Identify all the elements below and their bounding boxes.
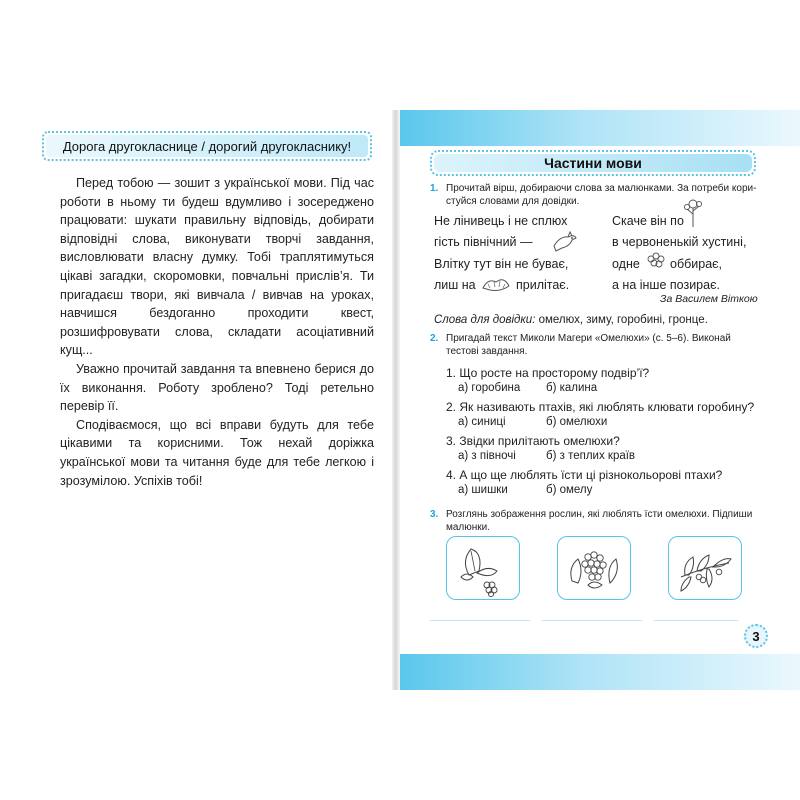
question-1-option-a[interactable]: а) горобина [458, 382, 521, 394]
mistletoe-icon [669, 537, 741, 599]
berries-icon [644, 250, 668, 272]
task-2-instruction-line-1: Пригадай текст Миколи Магери «Омелюхи» (с. 5–6). Виконай [446, 333, 731, 344]
intro-paragraph-3: Сподіваємося, що всі вправи будуть для тебе цікавими та корисними. Тож нехай доріжка української мови та читання буде для тебе легкою і зрозумілою. Успіхів тобі! [60, 417, 374, 488]
task-1-instruction-line-2: стуйся словами для довідки. [446, 196, 580, 207]
page-number: 3 [744, 624, 768, 648]
greeting-banner [42, 131, 372, 161]
task-3-number: 3. [430, 509, 439, 520]
answer-line-2[interactable] [542, 620, 642, 621]
question-3: 3. Звідки прилітають омелюхи? [446, 434, 620, 448]
task-2-instruction-line-2: тестові завдання. [446, 346, 528, 357]
answer-line-3[interactable] [654, 620, 738, 621]
poem-right-line-3a: одне [612, 257, 640, 271]
greeting-text: Дорога другокласнице / дорогий другокласнику! [46, 135, 368, 157]
question-1: 1. Що росте на просторому подвір’ї? [446, 366, 650, 380]
question-2-option-a[interactable]: а) синиці [458, 416, 506, 428]
poem-right-line-3b: оббирає, [670, 257, 723, 271]
bottom-decor-band [400, 654, 800, 690]
poem-right-line-1: Скаче він по [612, 214, 684, 228]
task-1-instruction-line-1: Прочитай вірш, добираючи слова за малюнками. За потреби кори- [446, 183, 757, 194]
question-4-option-b[interactable]: б) омелу [546, 484, 593, 496]
poem-left-line-3: Влітку тут він не буває, [434, 257, 569, 271]
question-2: 2. Як називають птахів, які люблять клювати горобину? [446, 400, 755, 414]
snow-icon [480, 272, 512, 294]
poem-left-line-4a: лиш на [434, 278, 476, 292]
question-4: 4. А що ще люблять їсти ці різнокольорові птахи? [446, 468, 723, 482]
top-decor-band [400, 110, 800, 146]
word-bank [434, 314, 708, 326]
plant-image-frame-2 [557, 536, 631, 600]
rowan-cluster-icon [558, 537, 630, 599]
intro-paragraph-1: Перед тобою — зошит з української мови. Під час роботи в ньому ти будеш вдумливо і зосереджено працювати: шукати правильну відповідь, добирати відповідні слова, виконувати творчі завдання, висловлювати власну думку. Тобі траплятимуться цікаві загадки, скоромовки, повчальні прислів’я. Ти пригадаєш твори, які вивчала / вивчав на уроках, навчишся бездоганно проходити квест, розшифровувати слова, складати асоціативний кущ... [60, 176, 374, 358]
question-1-option-b[interactable]: б) калина [546, 382, 598, 394]
raspberry-plant-icon [447, 537, 519, 599]
poem-right-line-2: в червоненькій хустині, [612, 235, 747, 249]
question-3-option-b[interactable]: б) з теплих країв [546, 450, 636, 462]
rowan-icon [682, 198, 704, 228]
section-title-banner [430, 150, 756, 176]
question-3-option-a[interactable]: а) з півночі [458, 450, 516, 462]
section-title: Частини мови [434, 154, 752, 172]
poem-right-line-4: а на інше позирає. [612, 278, 720, 292]
plant-image-frame-1 [446, 536, 520, 600]
task-3-instruction-line-2: малюнки. [446, 522, 491, 533]
task-2-number: 2. [430, 333, 439, 344]
bird-icon [550, 228, 580, 254]
task-3-instruction-line-1: Розглянь зображення рослин, які люблять їсти омелюхи. Підпиши [446, 509, 753, 520]
intro-paragraph-2: Уважно прочитай завдання та впевнено берися до їх виконання. Роботу зроблено? Тоді ретельно перевір її. [60, 361, 374, 414]
poem-left-line-4b: прилітає. [516, 278, 570, 292]
word-bank-label: Слова для довідки: [434, 314, 536, 326]
word-bank-words: омелюх, зиму, горобині, гронце. [535, 314, 708, 326]
poem-left-line-2: гість північний — [434, 235, 533, 249]
poem-left-line-1: Не лінивець і не сплюх [434, 214, 568, 228]
book-spine [392, 110, 400, 690]
answer-line-1[interactable] [430, 620, 530, 621]
right-page [400, 110, 800, 690]
intro-text [60, 174, 374, 490]
task-1-number: 1. [430, 183, 439, 194]
poem-author: За Василем Віткою [660, 293, 758, 305]
plant-image-frame-3 [668, 536, 742, 600]
question-2-option-b[interactable]: б) омелюхи [546, 416, 608, 428]
question-4-option-a[interactable]: а) шишки [458, 484, 508, 496]
